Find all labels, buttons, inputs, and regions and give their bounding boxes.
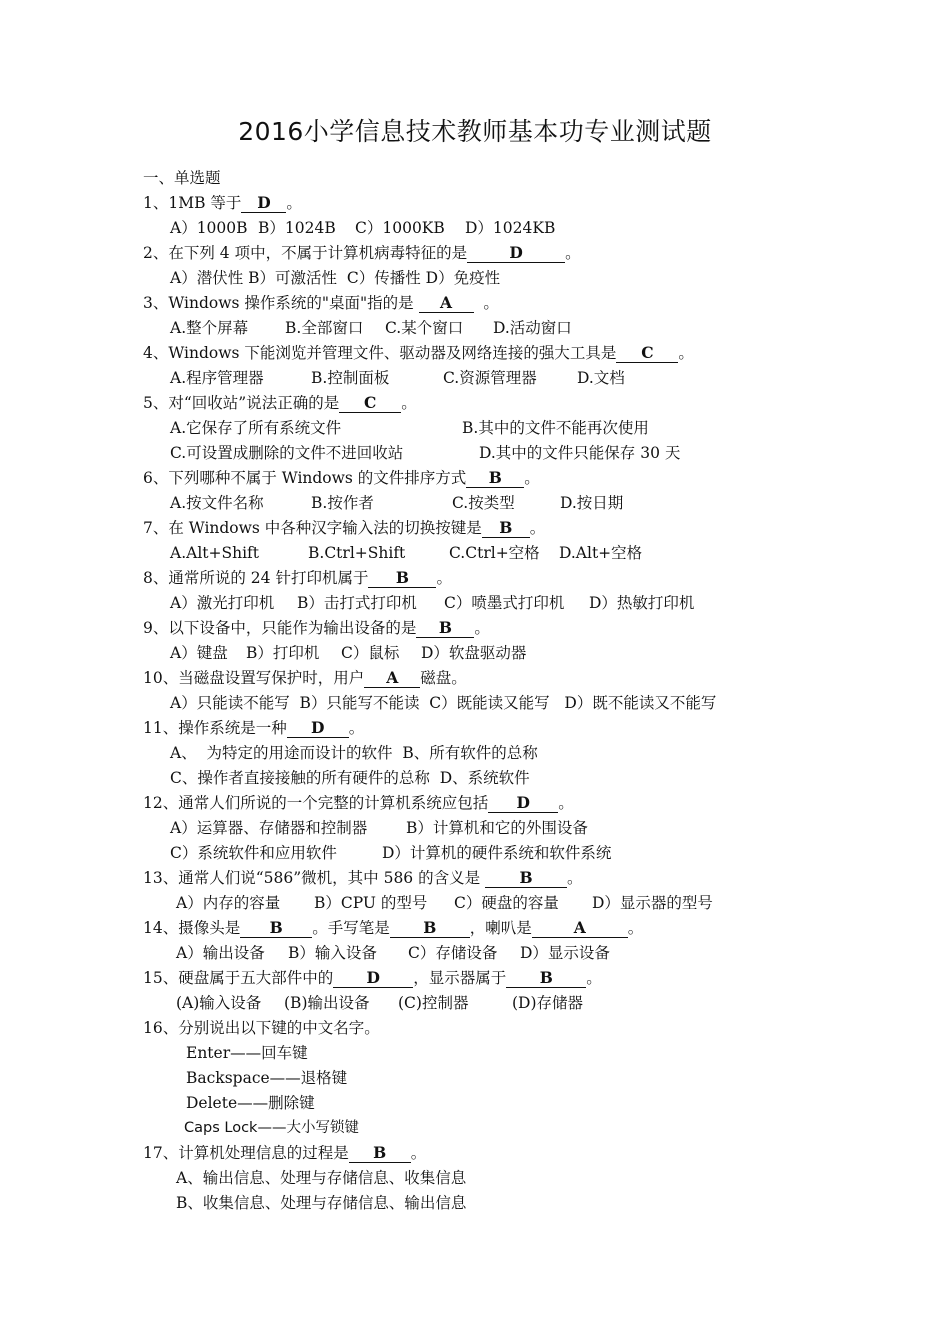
option: C、操作者直接接触的所有硬件的总称 D、系统软件 [170,769,530,787]
option: B.其中的文件不能再次使用 [462,419,649,437]
option: C）硬盘的容量 [454,894,559,912]
option: D.Alt+空格 [559,544,643,562]
answer-blank: B [349,1144,411,1163]
question-8-options [170,591,694,615]
option: A）内存的容量 [176,894,281,912]
option: A.整个屏幕 [170,319,249,337]
answer-blank: B [390,919,470,938]
question-17-option-a: A、输出信息、处理与存储信息、收集信息 [176,1169,467,1187]
answer-blank: A [419,294,474,313]
answer-blank: D [467,244,565,263]
question-suffix: 。 [529,519,546,537]
option: A.Alt+Shift [170,544,260,562]
option: C）存储设备 [408,944,498,962]
option: B.全部窗口 [285,319,364,337]
question-13 [143,866,583,890]
question-3-options [170,316,572,340]
option: D）软盘驱动器 [421,644,527,662]
question-7 [143,516,545,540]
question-suffix: 。 [286,194,302,212]
question-suffix: 磁盘。 [420,669,467,687]
question-1-options [170,216,555,240]
question-text: 13、通常人们说“586”微机，其中 586 的含义是 [143,869,481,887]
question-text: 6、下列哪种不属于 Windows 的文件排序方式 [143,469,467,487]
option: D.文档 [577,369,625,387]
question-suffix: 。 [348,719,365,737]
answer-blank: B [485,869,567,888]
option: B.控制面板 [311,369,390,387]
option: (B)输出设备 [284,994,370,1012]
question-suffix: 。 [436,569,452,587]
question-10 [143,666,467,690]
question-6-options [170,491,623,515]
question-5 [143,391,417,415]
question-text: 。手写笔是 [312,919,390,937]
option: B）1024B [258,219,336,237]
option: B）计算机和它的外围设备 [406,819,588,837]
question-suffix: 。 [410,1144,427,1162]
option: (D)存储器 [512,994,584,1012]
option: D）显示器的型号 [592,894,713,912]
question-9-options [170,641,526,665]
option: C.资源管理器 [443,369,537,387]
question-12 [143,791,574,815]
question-7-options [170,541,642,565]
option: D）显示设备 [520,944,610,962]
option: C.Ctrl+空格 [449,544,540,562]
option: A）潜伏性 B）可激活性 C）传播性 D）免疫性 [170,269,501,287]
option: D.其中的文件只能保存 30 天 [479,444,681,462]
option: D）1024KB [465,219,556,237]
question-text: 4、Windows 下能浏览并管理文件、驱动器及网络连接的强大工具是 [143,344,617,362]
option: A）键盘 [170,644,228,662]
question-5-options-row2 [170,441,680,465]
option: B）击打式打印机 [297,594,417,612]
key-name-item: Backspace——退格键 [186,1069,348,1087]
option: A.程序管理器 [170,369,264,387]
option: A）输出设备 [176,944,265,962]
question-11 [143,716,364,740]
question-14 [143,916,643,940]
question-4 [143,341,694,365]
key-name-item: Delete——删除键 [186,1094,315,1112]
option: D.按日期 [560,494,624,512]
option: B）输入设备 [288,944,377,962]
question-8 [143,566,452,590]
option: A）运算器、存储器和控制器 [170,819,368,837]
question-15-options [176,991,583,1015]
question-suffix: 。 [483,294,499,312]
option: A）激光打印机 [170,594,275,612]
question-15 [143,966,602,990]
question-text: 17、计算机处理信息的过程是 [143,1144,349,1162]
question-suffix: 。 [567,869,583,887]
option: B）打印机 [246,644,320,662]
option: C.可设置成删除的文件不进回收站 [170,444,404,462]
option: B）CPU 的型号 [314,894,428,912]
answer-blank: D [241,194,286,213]
question-suffix: 。 [524,469,540,487]
question-11-options-row1 [170,741,538,765]
option: C）鼠标 [341,644,400,662]
question-1 [143,191,302,215]
answer-blank: C [616,344,678,363]
option: B.按作者 [311,494,374,512]
question-suffix: 。 [558,794,574,812]
question-suffix: 。 [586,969,602,987]
option: C）喷墨式打印机 [444,594,565,612]
question-text: 2、在下列 4 项中，不属于计算机病毒特征的是 [143,244,468,262]
question-text: 12、通常人们所说的一个完整的计算机系统应包括 [143,794,489,812]
question-text: 1、1MB 等于 [143,194,242,212]
question-suffix: 。 [474,619,490,637]
question-text: 15、硬盘属于五大部件中的 [143,969,334,987]
question-text: 3、Windows 操作系统的"桌面"指的是 [143,294,414,312]
question-6 [143,466,540,490]
option: A）只能读不能写 B）只能写不能读 C）既能读又能写 D）既不能读又不能写 [170,694,717,712]
answer-blank: B [482,519,530,538]
question-17-option-b: B、收集信息、处理与存储信息、输出信息 [176,1194,467,1212]
option: (C)控制器 [398,994,469,1012]
option: C.某个窗口 [385,319,464,337]
option: C）系统软件和应用软件 [170,844,337,862]
question-10-options [170,691,716,715]
question-suffix: 。 [565,244,581,262]
question-11-options-row2 [170,766,530,790]
option: A.按文件名称 [170,494,264,512]
option: B.Ctrl+Shift [308,544,406,562]
answer-blank: D [287,719,349,738]
page-title: 2016小学信息技术教师基本功专业测试题 [238,117,712,146]
option: C.按类型 [452,494,515,512]
option: C）1000KB [355,219,445,237]
question-suffix: 。 [401,394,417,412]
option: D）计算机的硬件系统和软件系统 [382,844,612,862]
question-16: 16、分别说出以下键的中文名字。 [143,1019,380,1037]
question-2 [143,241,581,265]
answer-blank: A [364,669,420,688]
question-14-options [176,941,610,965]
question-17 [143,1141,426,1165]
question-12-options-row2 [170,841,611,865]
answer-blank: B [466,469,524,488]
option: A.它保存了所有系统文件 [170,419,342,437]
question-9 [143,616,490,640]
answer-blank: B [240,919,312,938]
answer-blank: A [532,919,628,938]
question-suffix: 。 [627,919,644,937]
question-5-options-row1 [170,416,649,440]
answer-blank: B [506,969,586,988]
question-4-options [170,366,625,390]
answer-blank: B [416,619,474,638]
question-text: ，显示器属于 [413,969,507,987]
question-text: 7、在 Windows 中各种汉字输入法的切换按键是 [143,519,482,537]
question-text: 11、操作系统是一种 [143,719,287,737]
question-3 [143,291,499,315]
option: (A)输入设备 [176,994,262,1012]
question-13-options [176,891,713,915]
question-2-options [170,266,500,290]
section-heading: 一、单选题 [143,169,221,187]
answer-blank: D [488,794,558,813]
question-text: 8、通常所说的 24 针打印机属于 [143,569,369,587]
key-name-item: Enter——回车键 [186,1044,308,1062]
question-suffix: 。 [678,344,694,362]
option: A）1000B [170,219,248,237]
question-text: ，喇叭是 [469,919,532,937]
answer-blank: D [333,969,413,988]
answer-blank: C [339,394,401,413]
question-text: 9、以下设备中，只能作为输出设备的是 [143,619,417,637]
question-12-options-row1 [170,816,588,840]
option: D）热敏打印机 [589,594,695,612]
option: D.活动窗口 [493,319,572,337]
option: A、 为特定的用途而设计的软件 B、所有软件的总称 [170,744,538,762]
key-name-item: Caps Lock——大小写锁键 [184,1120,359,1136]
question-text: 10、当磁盘设置写保护时，用户 [143,669,365,687]
answer-blank: B [368,569,436,588]
question-text: 14、摄像头是 [143,919,241,937]
question-text: 5、对“回收站”说法正确的是 [143,394,340,412]
